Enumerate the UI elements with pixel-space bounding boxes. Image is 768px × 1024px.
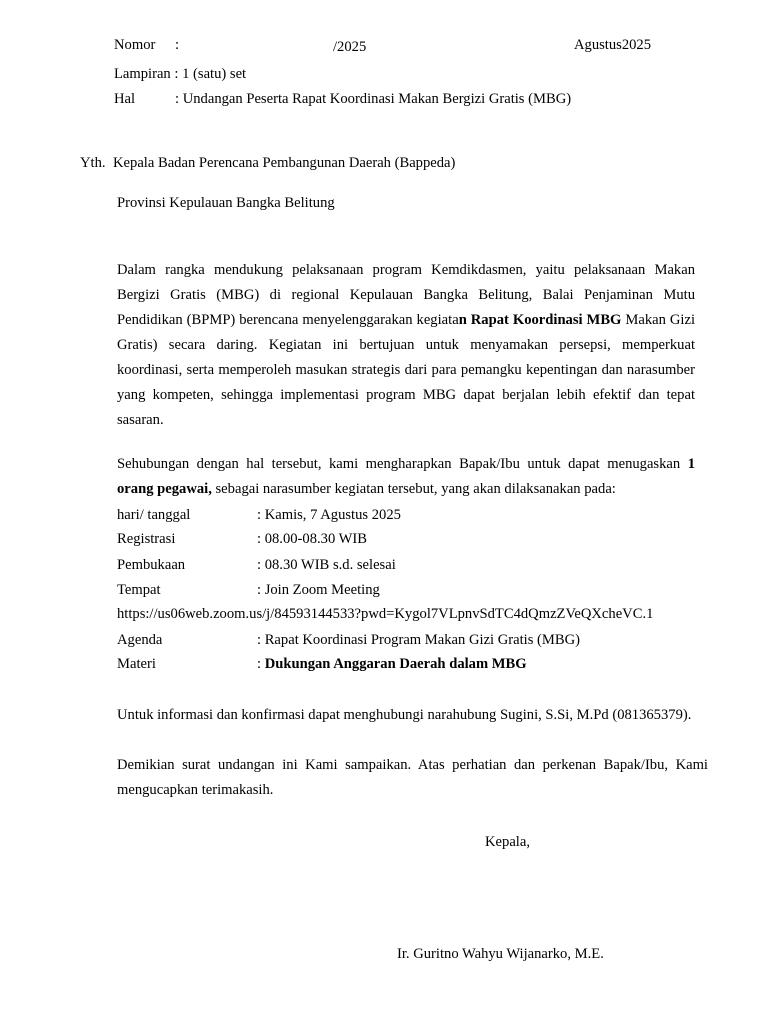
detail-value: : Rapat Koordinasi Program Makan Gizi Gratis (MBG): [257, 632, 581, 648]
p2-bold: 1 orang pegawai,: [117, 456, 695, 497]
detail-value: : 08.00-08.30 WIB: [257, 531, 367, 547]
detail-value: : 08.30 WIB s.d. selesai: [257, 557, 396, 573]
detail-value: : Kamis, 7 Agustus 2025: [257, 507, 401, 523]
lampiran: Lampiran : 1 (satu) set: [114, 66, 247, 82]
p1-text-b: Makan Gizi Gratis) secara daring. Kegiatan ini bertujuan untuk menyamakan persepsi, memperkuat koordinasi, serta memperoleh masukan strategis dari para pemangku kepentingan dan narasumber yang kompeten, sehingga implementasi program MBG dapat berjalan lebih efektif dan tepat sasaran.: [117, 312, 696, 428]
detail-label: Tempat: [117, 582, 161, 598]
detail-label: Materi: [117, 656, 156, 672]
recipient-location: Provinsi Kepulauan Bangka Belitung: [117, 195, 335, 211]
hal-label: Hal: [114, 91, 136, 107]
signature-title: Kepala,: [485, 834, 530, 850]
yth-label: Yth.: [80, 155, 106, 171]
signature-name: Ir. Guritno Wahyu Wijanarko, M.E.: [397, 946, 604, 962]
detail-label: Pembukaan: [117, 557, 186, 573]
nomor-colon: :: [175, 37, 180, 53]
nomor-value: /2025: [333, 39, 367, 55]
closing-text: Demikian surat undangan ini Kami sampaikan. Atas perhatian dan perkenan Bapak/Ibu, Kami mengucapkan terimakasih.: [117, 757, 708, 798]
detail-label: Registrasi: [117, 531, 176, 547]
detail-row-opening: [117, 556, 396, 574]
contact-text: Untuk informasi dan konfirmasi dapat menghubungi narahubung Sugini, S.Si, M.Pd (081365379).: [117, 707, 692, 723]
detail-row-registration: [117, 530, 367, 548]
detail-row-agenda: [117, 631, 580, 649]
detail-row-materi: [117, 655, 527, 673]
letter-date: Agustus2025: [574, 37, 652, 53]
p1-text-a: Dalam rangka mendukung pelaksanaan program Kemdikdasmen, yaitu pelaksanaan Makan Bergizi Gratis (MBG) di regional Kepulauan Bangka Belitung, Balai Penjaminan Mutu Pendidikan (BPMP) berencana menyelenggarakan kegiata: [117, 262, 695, 328]
body-paragraph-2: [117, 452, 695, 502]
body-paragraph-4: [117, 753, 708, 803]
p1-bold: n Rapat Koordinasi MBG: [458, 312, 622, 328]
hal-value: : Undangan Peserta Rapat Koordinasi Makan Bergizi Gratis (MBG): [175, 91, 572, 107]
zoom-link[interactable]: https://us06web.zoom.us/j/84593144533?pwd=Kygol7VLpnvSdTC4dQmzZVeQXcheVC.1: [117, 606, 654, 622]
detail-row-date: [117, 506, 401, 524]
detail-value: Dukungan Anggaran Daerah dalam MBG: [264, 656, 527, 672]
p2-text-b: sebagai narasumber kegiatan tersebut, yang akan dilaksanakan pada:: [211, 481, 616, 497]
p2-text-a: Sehubungan dengan hal tersebut, kami mengharapkan Bapak/Ibu untuk dapat menugaskan: [117, 456, 688, 472]
detail-value: : Join Zoom Meeting: [257, 582, 380, 598]
recipient-name: Kepala Badan Perencana Pembangunan Daerah (Bappeda): [113, 155, 456, 171]
body-paragraph-3: [117, 703, 708, 728]
detail-row-place: [117, 581, 380, 599]
detail-label: hari/ tanggal: [117, 507, 191, 523]
detail-colon: :: [257, 656, 265, 672]
nomor-label: Nomor: [114, 37, 156, 53]
detail-label: Agenda: [117, 632, 163, 648]
body-paragraph-1: [117, 258, 695, 433]
